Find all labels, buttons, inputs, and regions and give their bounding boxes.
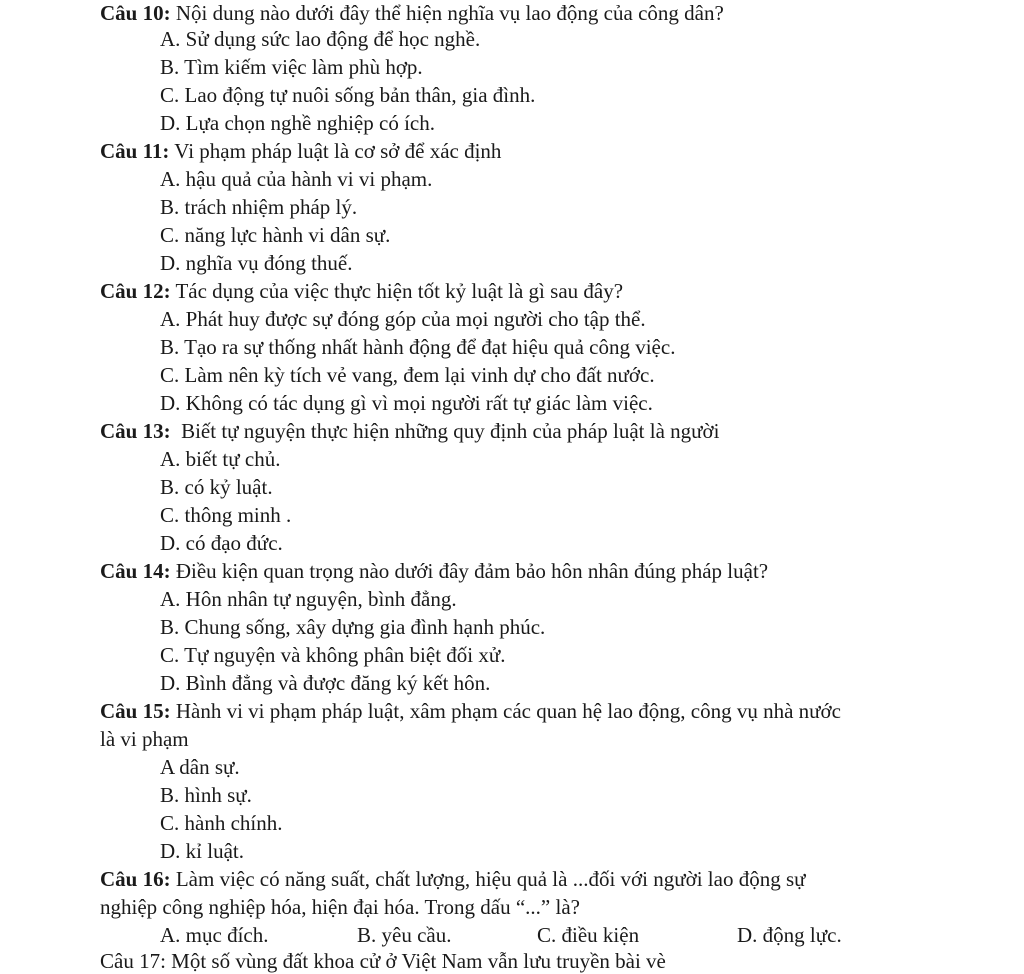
question-text: Biết tự nguyện thực hiện những quy định của pháp luật là người [170, 419, 720, 443]
option-d: D. Lựa chọn nghề nghiệp có ích. [160, 111, 435, 135]
question-continuation: là vi phạm [100, 727, 189, 751]
question-text: Vi phạm pháp luật là cơ sở để xác định [169, 139, 502, 163]
option-c: C. Làm nên kỳ tích vẻ vang, đem lại vinh dự cho đất nước. [160, 363, 655, 387]
question-number: Câu 15: [100, 699, 171, 723]
question-number: Câu 11: [100, 139, 170, 163]
question-number: Câu 14: [100, 559, 171, 583]
option-a: A. hậu quả của hành vi vi phạm. [160, 167, 433, 191]
option-c: C. thông minh . [160, 503, 292, 527]
option-c: C. điều kiện [537, 923, 640, 947]
question-text: Tác dụng của việc thực hiện tốt kỷ luật là gì sau đây? [170, 279, 624, 303]
question-12 [100, 278, 623, 304]
question-number: Câu 10: [100, 1, 171, 25]
question-10 [100, 0, 724, 26]
question-number: Câu 16: [100, 867, 171, 891]
option-a: A. mục đích. [160, 923, 269, 947]
question-15 [100, 698, 841, 724]
option-b: B. Tìm kiếm việc làm phù hợp. [160, 55, 423, 79]
option-b: B. trách nhiệm pháp lý. [160, 195, 358, 219]
option-a: A. biết tự chủ. [160, 447, 281, 471]
option-d: D. có đạo đức. [160, 531, 283, 555]
question-number: Câu 12: [100, 279, 171, 303]
option-b: B. yêu cầu. [357, 923, 452, 947]
option-b: B. Chung sống, xây dựng gia đình hạnh phúc. [160, 615, 546, 639]
question-16 [100, 866, 806, 892]
option-d: D. Không có tác dụng gì vì mọi người rất tự giác làm việc. [160, 391, 653, 415]
option-a: A. Sử dụng sức lao động để học nghề. [160, 27, 481, 51]
question-14 [100, 558, 768, 584]
question-continuation: nghiệp công nghiệp hóa, hiện đại hóa. Trong dấu “...” là? [100, 895, 580, 919]
option-d: D. Bình đẳng và được đăng ký kết hôn. [160, 671, 491, 695]
cutoff-text: Câu 17: Một số vùng đất khoa cử ở Việt Nam vẫn lưu truyền bài vè [100, 949, 666, 973]
question-text: Nội dung nào dưới đây thể hiện nghĩa vụ lao động của công dân? [170, 1, 724, 25]
question-17-cutoff [100, 948, 666, 974]
option-d: D. động lực. [737, 923, 842, 947]
question-text: Điều kiện quan trọng nào dưới đây đảm bảo hôn nhân đúng pháp luật? [170, 559, 769, 583]
question-number: Câu 13: [100, 419, 171, 443]
option-c: C. Tự nguyện và không phân biệt đối xử. [160, 643, 506, 667]
question-13 [100, 418, 719, 444]
option-c: C. năng lực hành vi dân sự. [160, 223, 391, 247]
question-text: Hành vi vi phạm pháp luật, xâm phạm các quan hệ lao động, công vụ nhà nước [170, 699, 841, 723]
option-a: A. Hôn nhân tự nguyện, bình đẳng. [160, 587, 457, 611]
question-text: Làm việc có năng suất, chất lượng, hiệu quả là ...đối với người lao động sự [170, 867, 806, 891]
option-b: B. có kỷ luật. [160, 475, 273, 499]
option-c: C. Lao động tự nuôi sống bản thân, gia đình. [160, 83, 536, 107]
option-a: A dân sự. [160, 755, 240, 779]
option-b: B. Tạo ra sự thống nhất hành động để đạt hiệu quả công việc. [160, 335, 676, 359]
option-b: B. hình sự. [160, 783, 252, 807]
option-d: D. nghĩa vụ đóng thuế. [160, 251, 353, 275]
option-a: A. Phát huy được sự đóng góp của mọi người cho tập thể. [160, 307, 646, 331]
option-d: D. kỉ luật. [160, 839, 244, 863]
option-c: C. hành chính. [160, 811, 283, 835]
question-11 [100, 138, 501, 164]
